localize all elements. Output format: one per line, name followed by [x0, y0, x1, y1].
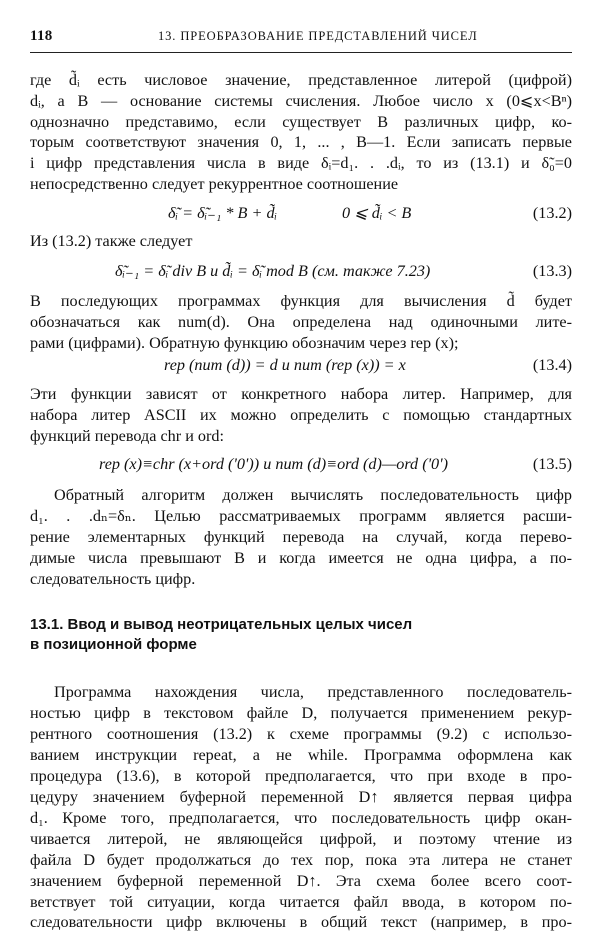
text-line: однозначно представимо, если существует B различных цифр, ко- [30, 113, 572, 131]
equation-13-3-number: (13.3) [532, 262, 572, 280]
text-line: набора литер ASCII их можно определить с помощью стандартных [30, 406, 572, 424]
text-line: i цифр представления числа в виде δᵢ=d₁. . .dᵢ, то из (13.1) и δ̃₀=0 [30, 154, 572, 172]
equation-13-5-number: (13.5) [532, 455, 572, 473]
text-line: функций перевода chr и ord: [30, 427, 224, 445]
text-line: dᵢ, а B — основание системы счисления. Любое число x (0⩽x<Bⁿ) [30, 92, 572, 110]
section-title-line-2: в позиционной форме [30, 636, 197, 653]
page-header [30, 28, 572, 50]
text-line: файла D будет продолжаться до тех пор, пока эта литера не станет [30, 851, 572, 869]
text-line: Программа нахождения числа, представленного последователь- [54, 683, 572, 701]
text-line: рентного соотношения (13.2) к схеме программы (9.2) с использо- [30, 725, 572, 743]
running-title: 13. ПРЕОБРАЗОВАНИЕ ПРЕДСТАВЛЕНИЙ ЧИСЕЛ [158, 29, 478, 43]
equation-13-5-formula: rep (x)≡chr (x+ord ('0')) и num (d)≡ord (d)—ord ('0') [99, 455, 449, 473]
text-line: ностью цифр в текстовом файле D, получается применением рекур- [30, 704, 572, 722]
text-line: Эти функции зависят от конкретного набора литер. Например, для [30, 385, 572, 403]
text-line: цедуру значением буферной переменной D↑ является первая цифра [30, 788, 572, 806]
header-rule [30, 52, 572, 53]
text-line: значением буферной переменной D↑. Эта схема более всего соот- [30, 872, 572, 890]
text-line: ветствует той ситуации, когда читается файл ввода, в котором по- [30, 893, 572, 911]
text-line: процедура (13.6), в которой предполагается, что при входе в про- [30, 767, 572, 785]
text-line: следовательность цифр. [30, 570, 196, 588]
equation-13-2-condition: 0 ⩽ d̃ᵢ < B [342, 204, 412, 222]
text-line: ванием инструкции repeat, а не while. Программа оформлена как [30, 746, 572, 764]
section-title-line-1: 13.1. Ввод и вывод неотрицательных целых чисел [30, 616, 413, 633]
equation-13-3-formula: δ̃ᵢ₋₁ = δ̃ᵢ div B и d̃ᵢ = δ̃ᵢ mod B (см. также 7.23) [115, 262, 431, 280]
text-line: d₁. Кроме того, предполагается, что последовательность цифр окан- [30, 809, 572, 827]
text-line: обозначаться как num(d). Она определена над одиночными лите- [30, 313, 572, 331]
equation-13-4-formula: rep (num (d)) = d и num (rep (x)) = x [164, 356, 406, 374]
equation-13-4-number: (13.4) [532, 356, 572, 374]
text-line: торым соответствуют значения 0, 1, ... , B—1. Если записать первые [30, 133, 572, 151]
text-line: Из (13.2) также следует [30, 232, 193, 250]
page-number: 118 [30, 28, 53, 44]
text-line: Обратный алгоритм должен вычислять последовательность цифр [54, 486, 572, 504]
text-line: непосредственно следует рекуррентное соотношение [30, 175, 399, 193]
text-line: рами (цифрами). Обратную функцию обозначим через rep (x); [30, 334, 459, 352]
text-line: где d̃ᵢ есть числовое значение, представленное литерой (цифрой) [30, 71, 572, 89]
equation-13-2-formula: δ̃ᵢ = δ̃ᵢ₋₁ * B + d̃ᵢ [168, 204, 278, 222]
text-line: В последующих программах функция для вычисления d̃ будет [30, 292, 572, 310]
equation-13-2-number: (13.2) [532, 204, 572, 222]
text-line: следовательности цифр включены в общий текст (например, в про- [30, 913, 572, 931]
text-line: димые числа превышают B и когда имеется не одна цифра, а по- [30, 549, 572, 567]
text-line: рение элементарных функций перевода на случай, когда перево- [30, 528, 572, 546]
text-line: чивается литерой, не являющейся цифрой, и поэтому чтение из [30, 830, 572, 848]
text-line: d₁. . .dₙ=δₙ. Целью рассматриваемых программ является расши- [30, 507, 572, 525]
